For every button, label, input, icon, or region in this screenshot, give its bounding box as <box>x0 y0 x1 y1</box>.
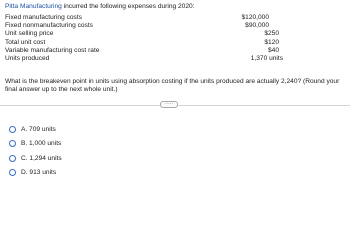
radio-button[interactable] <box>9 169 16 176</box>
radio-button[interactable] <box>9 155 16 162</box>
expense-row <box>5 55 285 63</box>
expense-value: $120 <box>264 38 279 46</box>
expense-row <box>5 47 285 55</box>
expense-label: Units produced <box>5 54 50 62</box>
company-name: Pitta Manufacturing <box>5 3 62 10</box>
expense-label: Variable manufacturing cost rate <box>5 46 100 54</box>
radio-button[interactable] <box>9 140 16 147</box>
expense-label: Unit selling price <box>5 30 54 38</box>
expense-row <box>5 14 285 22</box>
expense-value: 1,370 units <box>250 54 283 62</box>
option-label: A. 709 units <box>21 126 56 133</box>
option-label: C. 1,294 units <box>21 154 62 162</box>
expense-value: $90,000 <box>245 22 269 30</box>
radio-button[interactable] <box>9 126 16 133</box>
expense-row <box>5 30 285 38</box>
option-label: B. 1,000 units <box>21 140 62 148</box>
expense-row <box>5 39 285 47</box>
question-text: What is the breakeven point in units using absorption costing if the units produced are actually 2,240? (Round your final answer up to the next whole unit.) <box>5 78 340 94</box>
expand-more-button[interactable]: ····· <box>160 101 178 108</box>
question-intro <box>5 3 195 10</box>
expense-value: $40 <box>267 46 279 54</box>
option-label: D. 913 units <box>21 169 57 177</box>
expense-value: $250 <box>264 30 279 38</box>
expense-value: $120,000 <box>241 14 269 21</box>
expense-label: Fixed nonmanufacturing costs <box>5 22 93 30</box>
expense-label: Total unit cost <box>5 38 46 46</box>
expense-row <box>5 22 285 30</box>
intro-text: incurred the following expenses during 2020: <box>61 3 195 10</box>
expense-label: Fixed manufacturing costs <box>5 14 82 21</box>
expense-table <box>5 14 285 63</box>
